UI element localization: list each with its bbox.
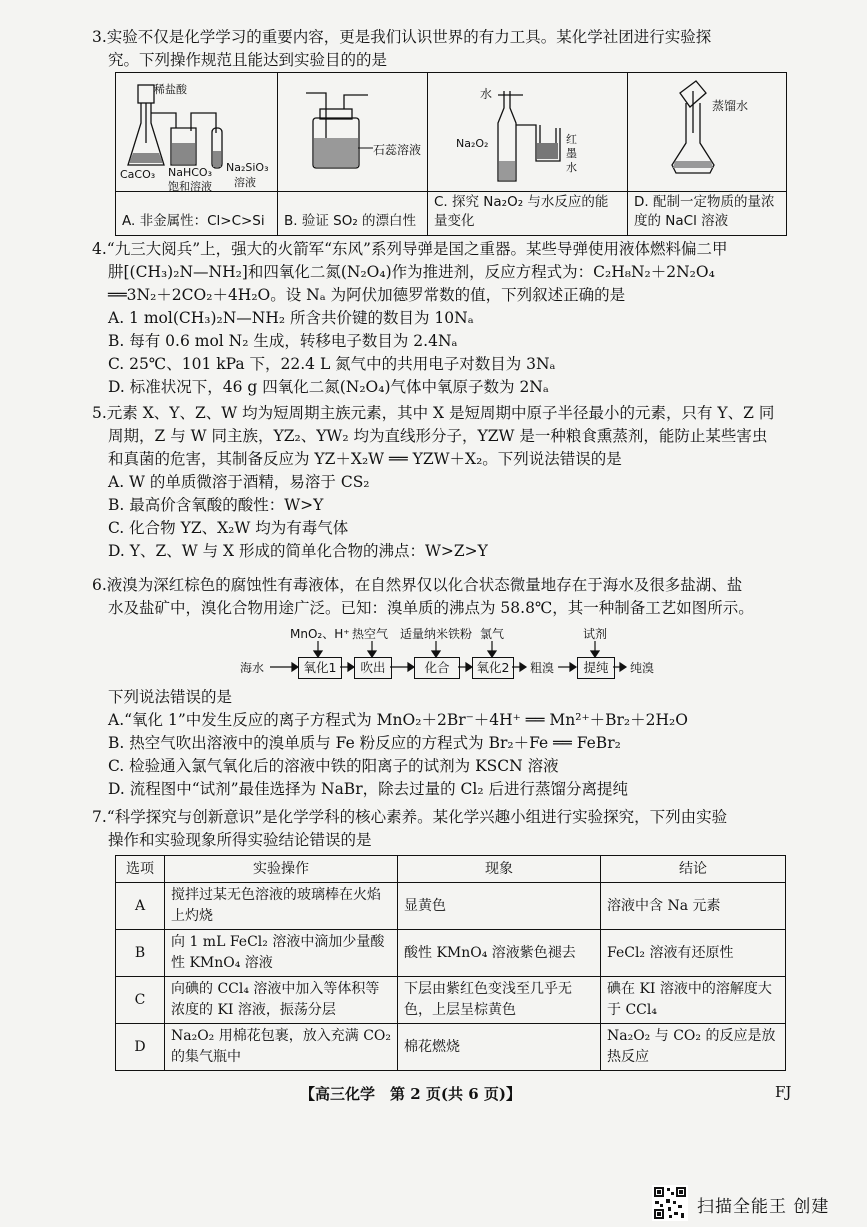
q3-caption-b: B. 验证 SO₂ 的漂白性 xyxy=(284,213,417,229)
table-row[interactable] xyxy=(116,1024,786,1071)
flow-reagent-mno2: MnO₂、H⁺ xyxy=(290,627,350,641)
q4-option-d[interactable]: D. 标准状况下，46 g 四氧化二氮(N₂O₄)气体中氧原子数为 2Nₐ xyxy=(108,378,549,396)
row-c-phenomenon: 下层由紫红色变浅至几乎无色，上层呈棕黄色 xyxy=(398,977,601,1024)
table-row[interactable] xyxy=(116,883,786,930)
footer-title: 【高三化学 第 2 页(共 6 页)】 xyxy=(300,1085,521,1103)
row-c-option: C xyxy=(116,977,165,1024)
q3-option-d xyxy=(628,73,784,235)
flow-step-purify: 提纯 xyxy=(577,657,615,679)
flow-reagent-chlorine: 氯气 xyxy=(480,627,505,641)
flow-reagent-hot-air: 热空气 xyxy=(352,627,389,641)
q3-apparatus-table xyxy=(115,72,787,236)
q6-stem-line1: 6.液溴为深红棕色的腐蚀性有毒液体，在自然界仅以化合状态微量地存在于海水及很多盐湖、盐 xyxy=(92,576,743,594)
flow-reagent-x: 试剂 xyxy=(583,627,608,641)
q5-option-d[interactable]: D. Y、Z、W 与 X 形成的简单化合物的沸点：W>Z>Y xyxy=(108,542,488,560)
row-b-phenomenon: 酸性 KMnO₄ 溶液紫色褪去 xyxy=(398,930,601,977)
q6-stem-line2: 水及盐矿中，溴化合物用途广泛。已知：溴单质的沸点为 58.8℃，其一种制备工艺如图所示。 xyxy=(108,599,754,617)
q7-stem-line2: 操作和实验现象所得实验结论错误的是 xyxy=(108,831,372,849)
label-distilled-water: 蒸馏水 xyxy=(712,99,749,113)
table-row[interactable] xyxy=(116,930,786,977)
label-red: 红 xyxy=(566,133,577,146)
q6-stem: 下列说法错误的是 xyxy=(108,688,233,706)
row-d-option: D xyxy=(116,1024,165,1071)
q6-option-b[interactable]: B. 热空气吹出溶液中的溴单质与 Fe 粉反应的方程式为 Br₂＋Fe ══ FeBr₂ xyxy=(108,734,621,752)
flow-step-blowout: 吹出 xyxy=(354,657,392,679)
question-6 xyxy=(92,574,792,620)
q6-option-c[interactable]: C. 检验通入氯气氧化后的溶液中铁的阳离子的试剂为 KSCN 溶液 xyxy=(108,757,559,775)
q4-option-c[interactable]: C. 25℃、101 kPa 下，22.4 L 氮气中的共用电子对数目为 3Nₐ xyxy=(108,355,556,373)
question-4 xyxy=(92,238,792,399)
question-3 xyxy=(92,26,792,72)
question-6-options xyxy=(92,686,792,801)
header-conclusion: 结论 xyxy=(601,856,786,883)
row-b-operation: 向 1 mL FeCl₂ 溶液中滴加少量酸性 KMnO₄ 溶液 xyxy=(165,930,398,977)
label-water: 水 xyxy=(480,87,493,101)
label-nahco3: NaHCO₃ xyxy=(168,166,212,179)
flow-step-combine: 化合 xyxy=(414,657,460,679)
q5-option-a[interactable]: A. W 的单质微溶于酒精，易溶于 CS₂ xyxy=(108,473,370,491)
flow-reagent-iron: 适量纳米铁粉 xyxy=(400,627,473,641)
label-water2: 水 xyxy=(566,161,577,174)
q3-caption-a: A. 非金属性：Cl>C>Si xyxy=(122,213,265,229)
q6-flowchart xyxy=(240,625,680,685)
header-operation: 实验操作 xyxy=(165,856,398,883)
qr-code-icon xyxy=(652,1185,688,1221)
q3-caption-d: D. 配制一定物质的量浓度的 NaCl 溶液 xyxy=(634,194,775,229)
row-c-conclusion: 碘在 KI 溶液中的溶解度大于 CCl₄ xyxy=(601,977,786,1024)
q4-option-a[interactable]: A. 1 mol(CH₃)₂N—NH₂ 所含共价键的数目为 10Nₐ xyxy=(108,309,474,327)
header-phenomenon: 现象 xyxy=(398,856,601,883)
q5-option-b[interactable]: B. 最高价含氧酸的酸性：W>Y xyxy=(108,496,324,514)
row-d-conclusion: Na₂O₂ 与 CO₂ 的反应是放热反应 xyxy=(601,1024,786,1071)
q4-stem-line3: ══3N₂＋2CO₂＋4H₂O。设 Nₐ 为阿伏加德罗常数的值，下列叙述正确的是 xyxy=(108,286,626,304)
q3-caption-c: C. 探究 Na₂O₂ 与水反应的能量变化 xyxy=(434,194,609,229)
apparatus-c-drawing xyxy=(428,73,628,191)
label-na2sio3: Na₂SiO₃ xyxy=(226,161,269,174)
q5-stem-line2: 周期，Z 与 W 同主族，YZ₂、YW₂ 均为直线形分子，YZW 是一种粮食熏蒸剂，能防止某些害虫 xyxy=(108,427,768,445)
q3-option-a xyxy=(116,73,278,235)
row-c-operation: 向碘的 CCl₄ 溶液中加入等体积等浓度的 KI 溶液，振荡分层 xyxy=(165,977,398,1024)
q6-option-a[interactable]: A.“氧化 1”中发生反应的离子方程式为 MnO₂＋2Br⁻＋4H⁺ ══ Mn²⁺＋Br₂＋2H₂O xyxy=(108,711,688,729)
row-d-operation: Na₂O₂ 用棉花包裹，放入充满 CO₂ 的集气瓶中 xyxy=(165,1024,398,1071)
row-a-conclusion: 溶液中含 Na 元素 xyxy=(601,883,786,930)
q3-stem-line1: 3.实验不仅是化学学习的重要内容，更是我们认识世界的有力工具。某化学社团进行实验探 xyxy=(92,28,712,46)
flow-pure-bromine: 纯溴 xyxy=(630,661,655,675)
q4-option-b[interactable]: B. 每有 0.6 mol N₂ 生成，转移电子数目为 2.4Nₐ xyxy=(108,332,458,350)
question-5 xyxy=(92,402,792,563)
row-b-option: B xyxy=(116,930,165,977)
label-caco3: CaCO₃ xyxy=(120,168,156,181)
flow-start-seawater: 海水 xyxy=(240,661,265,675)
label-na2o2: Na₂O₂ xyxy=(456,137,489,150)
flow-crude-bromine: 粗溴 xyxy=(530,661,555,675)
q3-stem-line2: 究。下列操作规范且能达到实验目的的是 xyxy=(108,51,388,69)
footer-code: FJ xyxy=(775,1083,792,1101)
q5-stem-line1: 5.元素 X、Y、Z、W 均为短周期主族元素，其中 X 是短周期中原子半径最小的元素，只有 Y、Z 同 xyxy=(92,404,775,422)
row-a-option: A xyxy=(116,883,165,930)
apparatus-d-drawing xyxy=(628,73,784,191)
q3-option-b xyxy=(278,73,428,235)
apparatus-b-drawing xyxy=(278,73,428,191)
q5-stem-line3: 和真菌的危害，其制备反应为 YZ＋X₂W ══ YZW＋X₂。下列说法错误的是 xyxy=(108,450,622,468)
header-option: 选项 xyxy=(116,856,165,883)
row-a-phenomenon: 显黄色 xyxy=(398,883,601,930)
label-solution: 溶液 xyxy=(234,176,256,189)
flow-step-oxidation2: 氧化2 xyxy=(472,657,514,679)
row-d-phenomenon: 棉花燃烧 xyxy=(398,1024,601,1071)
q4-stem-line2: 肼[(CH₃)₂N—NH₂]和四氧化二氮(N₂O₄)作为推进剂，反应方程式为：C₂H₈N₂＋2N₂O₄ xyxy=(108,263,715,281)
row-a-operation: 搅拌过某无色溶液的玻璃棒在火焰上灼烧 xyxy=(165,883,398,930)
q7-table-header xyxy=(116,856,786,883)
label-litmus: 石蕊溶液 xyxy=(373,143,422,157)
scanner-watermark: 扫描全能王 创建 xyxy=(697,1197,830,1217)
question-7 xyxy=(92,806,792,852)
q3-option-c xyxy=(428,73,628,235)
q6-option-d[interactable]: D. 流程图中“试剂”最佳选择为 NaBr，除去过量的 Cl₂ 后进行蒸馏分离提纯 xyxy=(108,780,628,798)
q5-option-c[interactable]: C. 化合物 YZ、X₂W 均为有毒气体 xyxy=(108,519,349,537)
row-b-conclusion: FeCl₂ 溶液有还原性 xyxy=(601,930,786,977)
label-dilute-hcl: 稀盐酸 xyxy=(154,83,187,96)
table-row[interactable] xyxy=(116,977,786,1024)
flow-step-oxidation1: 氧化1 xyxy=(298,657,342,679)
label-ink: 墨 xyxy=(566,147,577,160)
q7-stem-line1: 7.“科学探究与创新意识”是化学学科的核心素养。某化学兴趣小组进行实验探究，下列由实验 xyxy=(92,808,728,826)
label-saturated-solution: 饱和溶液 xyxy=(168,180,212,193)
q7-table xyxy=(115,855,786,1071)
q4-stem-line1: 4.“九三大阅兵”上，强大的火箭军“东风”系列导弹是国之重器。某些导弹使用液体燃料偏二甲 xyxy=(92,240,728,258)
